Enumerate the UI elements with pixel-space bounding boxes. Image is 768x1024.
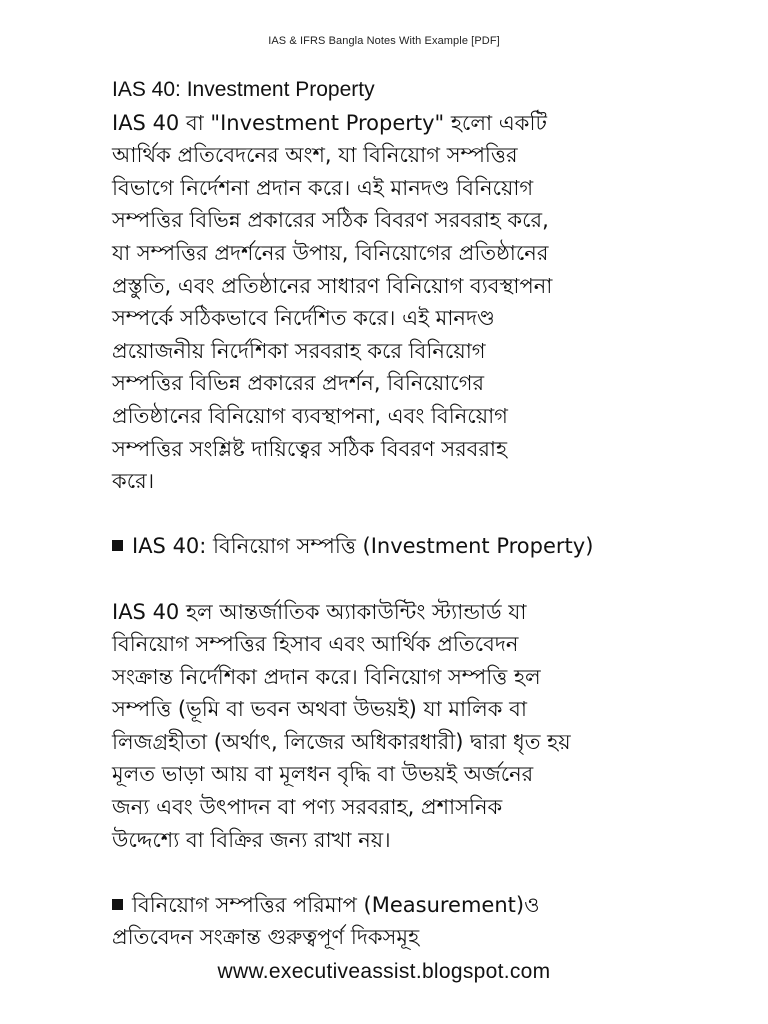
square-bullet-icon [112,899,123,910]
intro-paragraph [112,107,672,498]
paragraph-line: যা সম্পত্তির প্রদর্শনের উপায়, বিনিয়োগের প্রতিষ্ঠানের [112,240,549,265]
paragraph-line: IAS 40 হল আন্তর্জাতিক অ্যাকাউন্টিং স্ট্যান্ডার্ড যা [112,599,527,624]
paragraph-line: প্রস্তুতি, এবং প্রতিষ্ঠানের সাধারণ বিনিয়োগ ব্যবস্থাপনা [112,273,553,298]
paragraph-line: উদ্দেশ্যে বা বিক্রির জন্য রাখা নয়। [112,827,391,852]
paragraph-line: লিজগ্রহীতা (অর্থাৎ, লিজের অধিকারধারী) দ্বারা ধৃত হয় [112,729,571,754]
square-bullet-icon [112,540,123,551]
paragraph-line: সম্পত্তির সংশ্লিষ্ট দায়িত্বের সঠিক বিবরণ সরবরাহ [112,436,508,461]
section-heading-measurement [112,889,672,954]
paragraph-line: সংক্রান্ত নির্দেশিকা প্রদান করে। বিনিয়োগ সম্পত্তি হল [112,664,541,689]
paragraph-line: IAS 40 বা "Investment Property" হলো একটি [112,110,547,135]
paragraph-line: জন্য এবং উৎপাদন বা পণ্য সরবরাহ, প্রশাসনিক [112,795,503,820]
paragraph-line: প্রয়োজনীয় নির্দেশিকা সরবরাহ করে বিনিয়োগ [112,338,486,363]
paragraph-line: আর্থিক প্রতিবেদনের অংশ, যা বিনিয়োগ সম্পত্তির [112,143,518,168]
definition-paragraph [112,596,672,857]
spacer [112,856,672,889]
footer-url: www.executiveassist.blogspot.com [217,960,551,983]
paragraph-line: মূলত ভাড়া আয় বা মূলধন বৃদ্ধি বা উভয়ই অর্জনের [112,762,534,787]
paragraph-line: প্রতিষ্ঠানের বিনিয়োগ ব্যবস্থাপনা, এবং বিনিয়োগ [112,403,508,428]
paragraph-line: সম্পত্তি (ভূমি বা ভবন অথবা উভয়ই) যা মালিক বা [112,697,527,722]
paragraph-line: করে। [112,469,155,494]
paragraph-line: সম্পত্তির বিভিন্ন প্রকারের সঠিক বিবরণ সরবরাহ করে, [112,208,549,233]
spacer [112,563,672,596]
document-body [112,74,672,954]
paragraph-line: বিভাগে নির্দেশনা প্রদান করে। এই মানদণ্ড বিনিয়োগ [112,175,534,200]
paragraph-line: বিনিয়োগ সম্পত্তির হিসাব এবং আর্থিক প্রতিবেদন [112,632,519,657]
section-heading-investment-property [112,530,672,563]
document-title: IAS 40: Investment Property [112,78,375,101]
section-heading-line: প্রতিবেদন সংক্রান্ত গুরুত্বপূর্ণ দিকসমূহ [112,925,420,950]
section-heading-line [112,889,672,922]
section-heading-text: বিনিয়োগ সম্পত্তির পরিমাপ (Measurement)ও [132,892,540,917]
page-header-title: IAS & IFRS Bangla Notes With Example [PDF] [268,35,500,47]
paragraph-line: সম্পর্কে সঠিকভাবে নির্দেশিত করে। এই মানদণ্ড [112,306,495,331]
spacer [112,498,672,531]
paragraph-line: সম্পত্তির বিভিন্ন প্রকারের প্রদর্শন, বিনিয়োগের [112,371,485,396]
section-heading-text: IAS 40: বিনিয়োগ সম্পত্তি (Investment Property) [132,534,594,559]
